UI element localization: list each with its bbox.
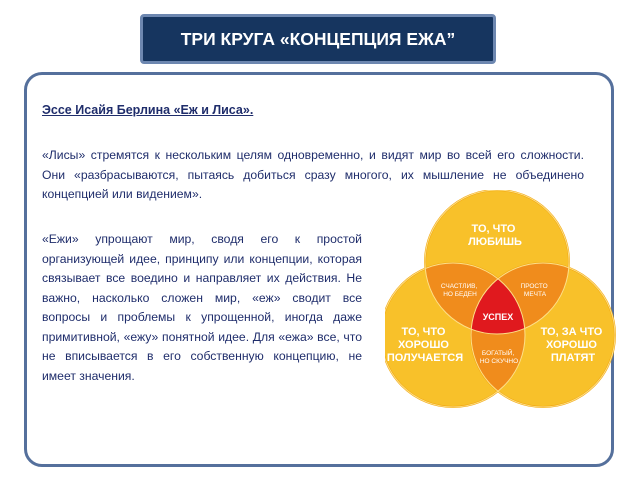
slide-title: ТРИ КРУГА «КОНЦЕПЦИЯ ЕЖА” xyxy=(140,14,496,64)
venn-diagram xyxy=(385,190,620,455)
label-overlap-bottom: БОГАТЫЙ, НО СКУЧНО xyxy=(479,350,519,365)
essay-title: Эссе Исайя Берлина «Еж и Лиса». xyxy=(42,103,254,117)
label-overlap-top-right: ПРОСТО МЕЧТА xyxy=(520,283,548,298)
label-left-circle: ТО, ЧТО ХОРОШО ПОЛУЧАЕТСЯ xyxy=(386,326,464,364)
foxes-paragraph: «Лисы» стремятся к нескольким целям одновременно, и видят мир во всей его сложности. Они «разбрасываются, пытаясь добиться сразу многого, их мышление не объединено концепцией или видением». xyxy=(42,148,584,201)
hedgehogs-paragraph: «Ежи» упрощают мир, сводя его к простой организующей идее, принципу или концепции, которая связывает все воедино и направляет их действия. Не важно, насколько сложен мир, «еж» сводит все вопросы и проблемы к упрощенной, иногда даже примитивной, «ежу» понятной идее. Для «ежа» все, что не вписывается в его собственную концепцию, не имеет значения. xyxy=(42,232,362,383)
label-right-circle: ТО, ЗА ЧТО ХОРОШО ПЛАТЯТ xyxy=(540,326,603,364)
label-overlap-top-left: СЧАСТЛИВ, НО БЕДЕН xyxy=(440,283,478,298)
label-top-circle: ТО, ЧТО ЛЮБИШЬ xyxy=(468,223,522,248)
label-center: УСПЕХ xyxy=(482,312,514,322)
